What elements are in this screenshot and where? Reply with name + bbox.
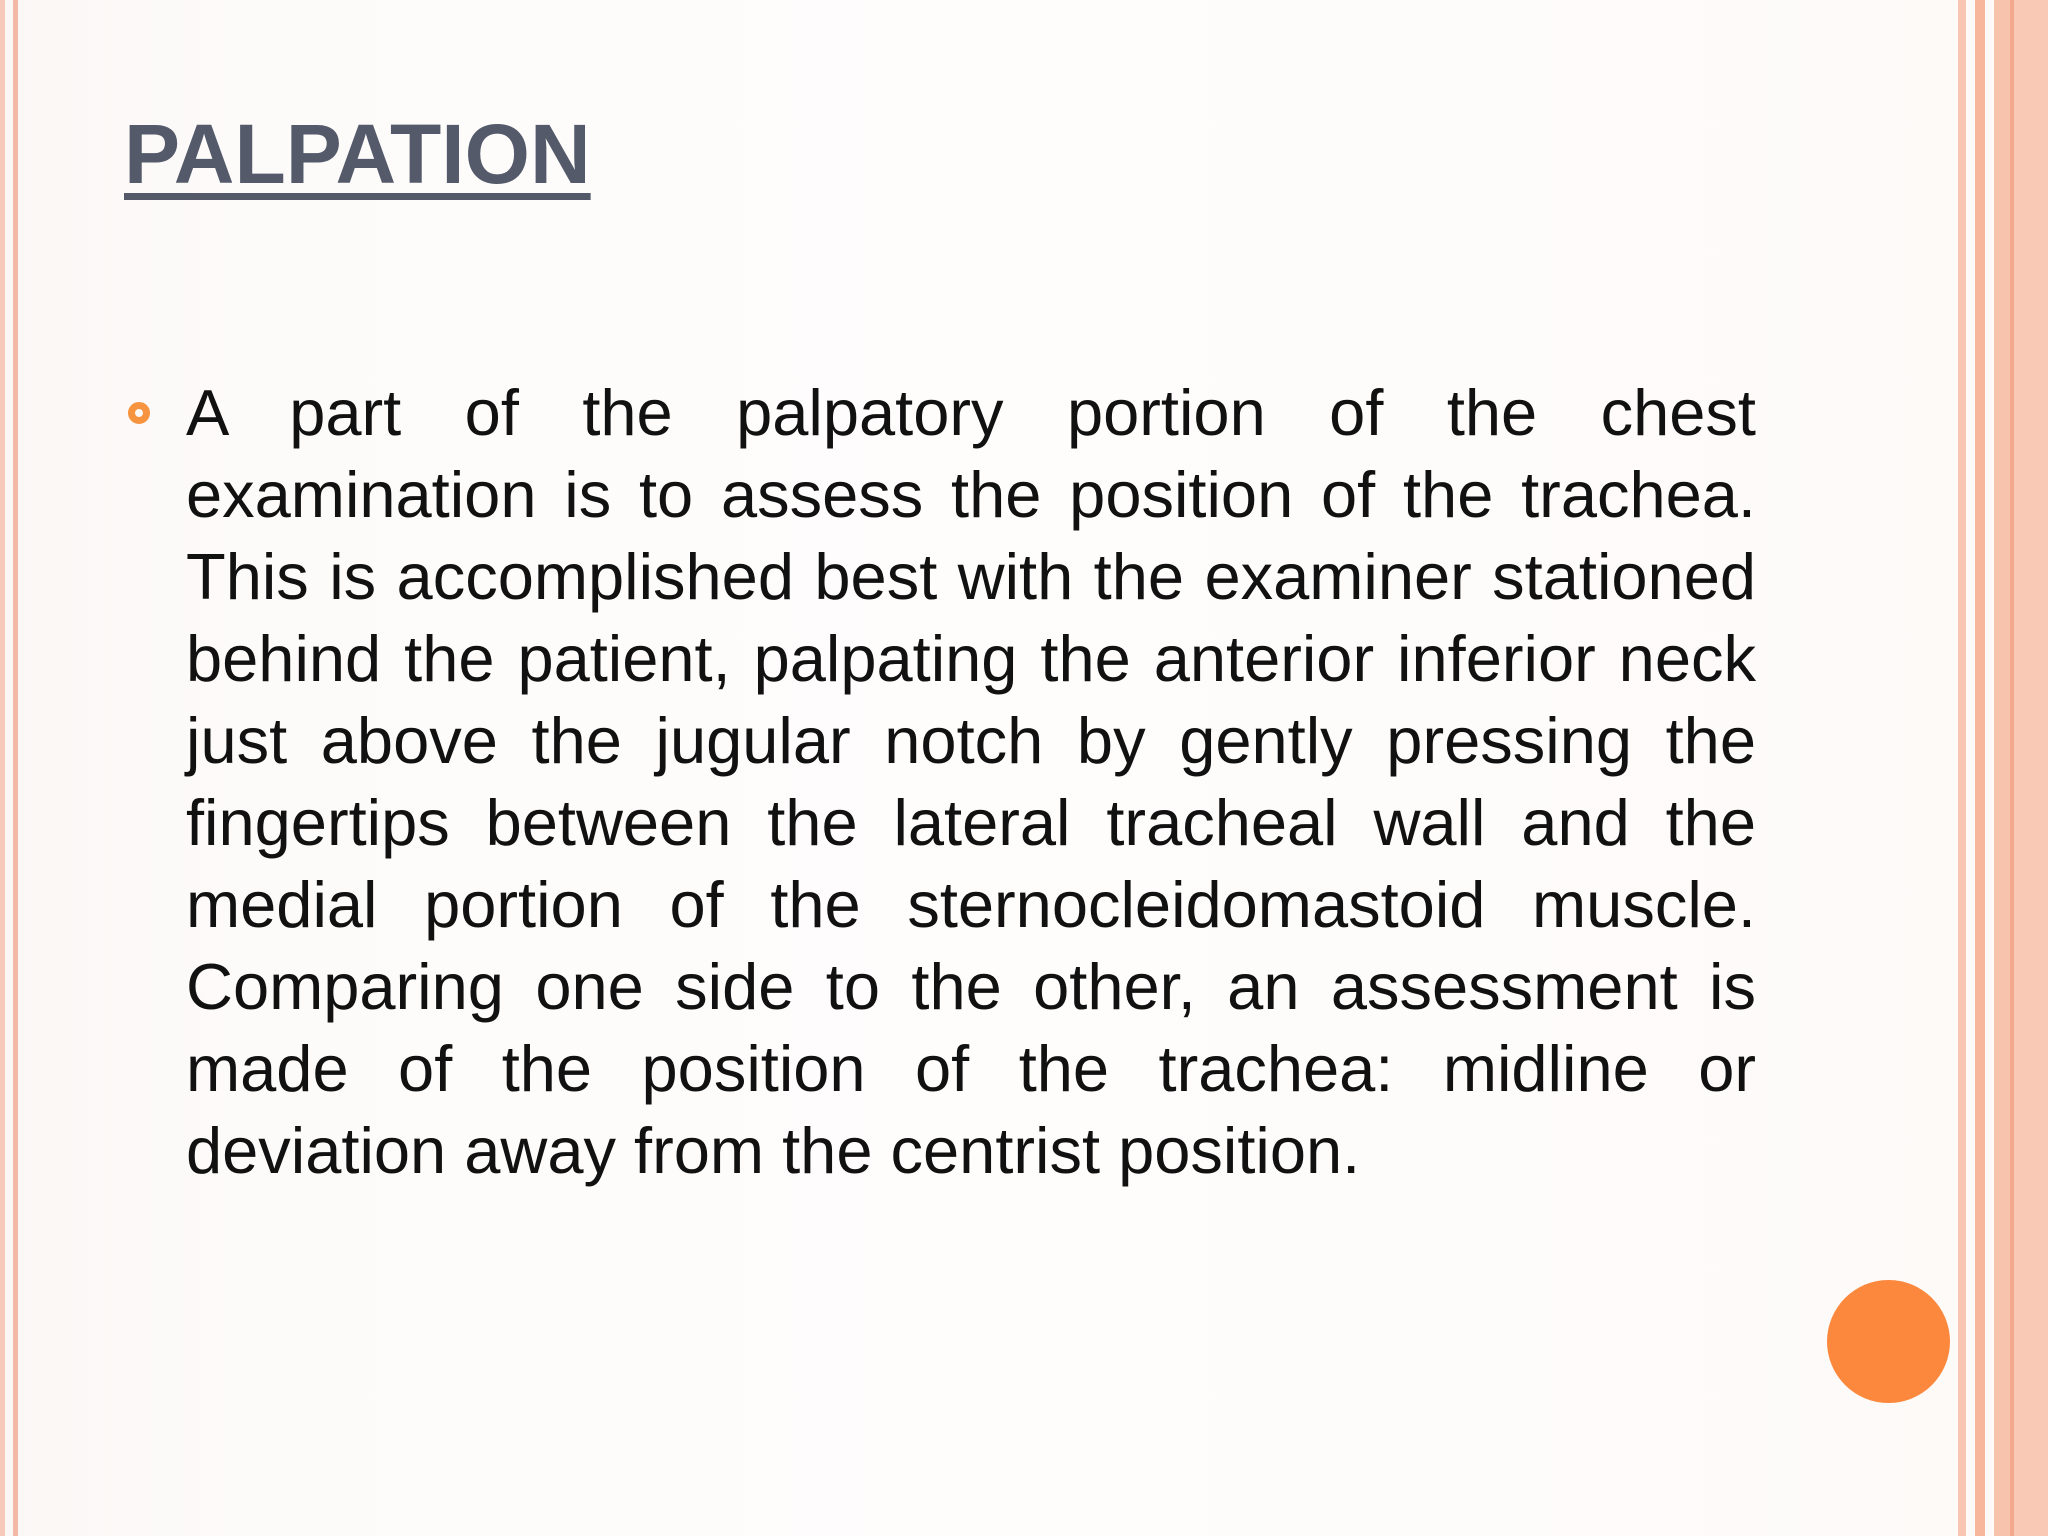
right-decorative-stripe <box>1958 0 1966 1536</box>
bullet-list <box>128 372 1756 1192</box>
bullet-text: A part of the palpatory portion of the chest examination is to assess the position of the trachea. This is accomplished best with the examiner stationed behind the patient, palpating the anterior inferior neck just above the jugular notch by gently pressing the fingertips between the lateral tracheal wall and the medial portion of the sternocleidomastoid muscle. Comparing one side to the other, an assessment is made of the position of the trachea: midline or deviation away from the centrist position. <box>186 376 1756 1187</box>
slide-title: PALPATION <box>124 107 591 201</box>
bullet-item <box>128 372 1756 1192</box>
orange-dot-icon <box>1827 1280 1950 1403</box>
left-border-line <box>13 0 18 1536</box>
right-decorative-stripe <box>1994 0 2010 1536</box>
left-border-line <box>0 0 5 1536</box>
right-decorative-stripe <box>1975 0 1985 1536</box>
hollow-circle-bullet-icon <box>128 402 150 424</box>
right-decorative-stripe <box>2014 0 2048 1536</box>
